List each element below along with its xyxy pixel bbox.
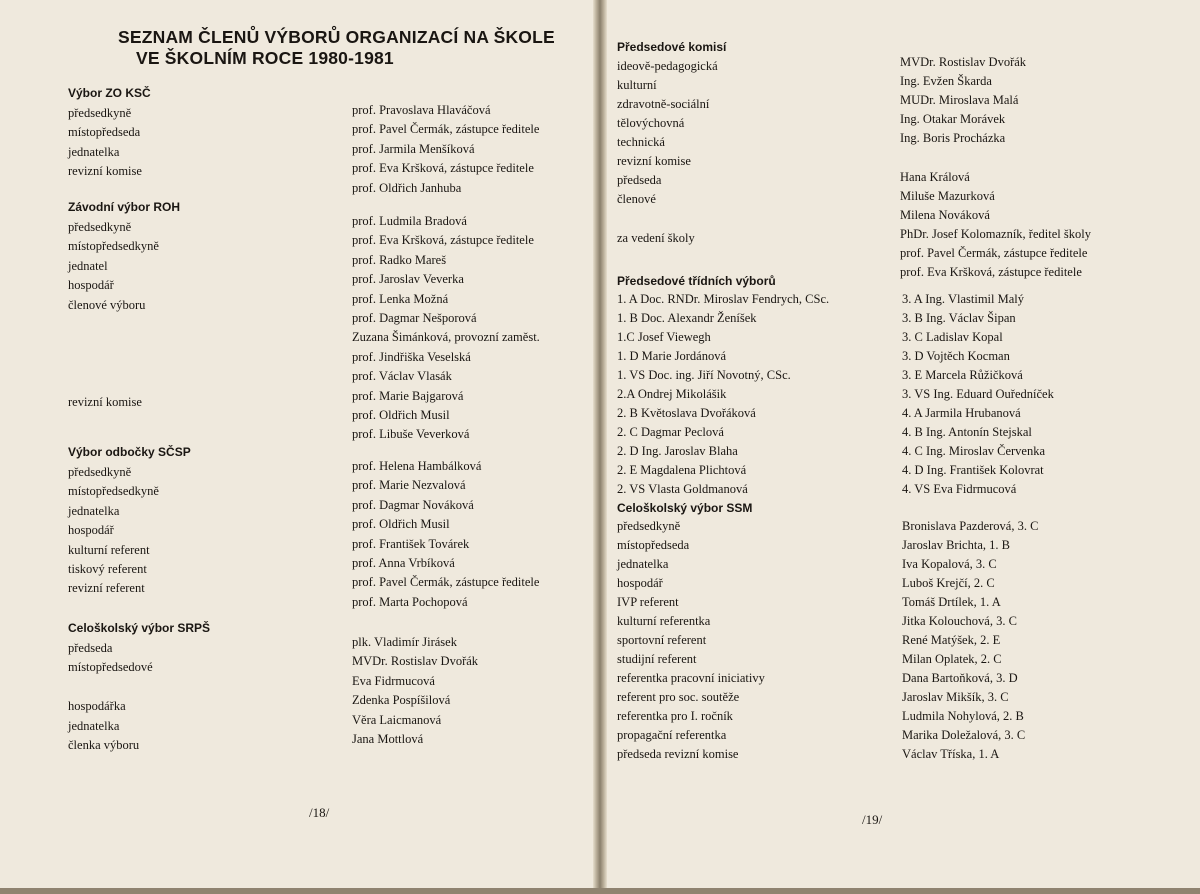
member-name: Jitka Kolouchová, 3. C bbox=[902, 614, 1017, 628]
role-label: místopředseda bbox=[617, 538, 690, 552]
role-label: místopředsedkyně bbox=[68, 239, 159, 254]
class-chair: 4. B Ing. Antonín Stejskal bbox=[902, 425, 1032, 439]
class-chair: 3. C Ladislav Kopal bbox=[902, 330, 1003, 344]
role-label: členové výboru bbox=[68, 297, 146, 312]
member-name: Ing. Boris Procházka bbox=[900, 131, 1006, 145]
role-label: členka výboru bbox=[68, 738, 140, 752]
member-name: Jaroslav Mikšík, 3. C bbox=[902, 690, 1009, 704]
member-name: MUDr. Miroslava Malá bbox=[900, 93, 1019, 107]
class-chair: 4. C Ing. Miroslav Červenka bbox=[902, 444, 1046, 458]
member-name: prof. Anna Vrbíková bbox=[352, 556, 455, 570]
member-name: prof. Helena Hambálková bbox=[352, 459, 482, 473]
member-name: prof. Eva Kršková, zástupce ředitele bbox=[352, 233, 534, 248]
member-name: prof. Jaroslav Veverka bbox=[352, 272, 464, 287]
role-label: revizní komise bbox=[68, 164, 142, 179]
class-chair: 2. C Dagmar Peclová bbox=[617, 425, 724, 439]
role-label: za vedení školy bbox=[617, 231, 695, 245]
section-heading: Výbor ZO KSČ bbox=[68, 86, 151, 100]
role-label: IVP referent bbox=[617, 595, 679, 609]
class-chair: 1. A Doc. RNDr. Miroslav Fendrych, CSc. bbox=[617, 292, 830, 306]
member-name: Hana Králová bbox=[900, 170, 970, 184]
member-name: prof. Ludmila Bradová bbox=[352, 214, 467, 228]
member-name: Tomáš Drtílek, 1. A bbox=[902, 595, 1001, 609]
title-line-1: SEZNAM ČLENŮ VÝBORŮ ORGANIZACÍ NA ŠKOLE bbox=[118, 27, 555, 47]
section-heading: Celoškolský výbor SSM bbox=[617, 501, 753, 515]
role-label: místopředsedkyně bbox=[68, 484, 159, 499]
role-label: sportovní referent bbox=[617, 633, 707, 647]
role-label: kulturní referentka bbox=[617, 614, 711, 628]
member-name: Ing. Evžen Škarda bbox=[900, 74, 992, 88]
member-name: prof. Eva Kršková, zástupce ředitele bbox=[352, 161, 534, 176]
role-label: tělovýchovná bbox=[617, 116, 685, 130]
member-name: prof. Libuše Veverková bbox=[352, 427, 470, 442]
role-label: propagační referentka bbox=[617, 728, 727, 742]
role-label: hospodářka bbox=[68, 699, 126, 714]
class-chair: 2. E Magdalena Plichtová bbox=[617, 463, 747, 477]
section-heading: Závodní výbor ROH bbox=[68, 200, 181, 214]
role-label: tiskový referent bbox=[68, 562, 147, 576]
class-chair: 1.C Josef Viewegh bbox=[617, 330, 711, 344]
role-label: ideově-pedagogická bbox=[617, 59, 718, 73]
member-name: MVDr. Rostislav Dvořák bbox=[352, 654, 479, 669]
class-chair: 3. B Ing. Václav Šipan bbox=[902, 311, 1016, 325]
class-chair: 1. D Marie Jordánová bbox=[617, 349, 726, 363]
role-label: předsedkyně bbox=[68, 220, 132, 234]
member-name: Eva Fidrmucová bbox=[352, 673, 435, 688]
class-chair: 3. E Marcela Růžičková bbox=[902, 368, 1023, 382]
member-name: prof. Marie Nezvalová bbox=[352, 478, 466, 493]
role-label: předsedkyně bbox=[68, 465, 132, 479]
role-label: studijní referent bbox=[617, 652, 697, 666]
member-name: prof. Pavel Čermák, zástupce ředitele bbox=[352, 122, 540, 137]
role-label: kulturní referent bbox=[68, 542, 150, 557]
role-label: referentka pro I. ročník bbox=[617, 709, 733, 723]
role-label: referentka pracovní iniciativy bbox=[617, 671, 765, 685]
book-gutter bbox=[593, 0, 607, 894]
member-name: prof. Marie Bajgarová bbox=[352, 388, 464, 403]
role-label: technická bbox=[617, 135, 665, 149]
role-label: zdravotně-sociální bbox=[617, 97, 710, 111]
member-name: Věra Laicmanová bbox=[352, 712, 442, 727]
member-name: prof. Dagmar Nešporová bbox=[352, 311, 477, 325]
role-label: předseda revizní komise bbox=[617, 747, 739, 761]
role-label: členové bbox=[617, 192, 656, 206]
role-label: jednatel bbox=[68, 258, 108, 273]
member-name: prof. Václav Vlasák bbox=[352, 369, 452, 384]
member-name: prof. František Továrek bbox=[352, 536, 470, 551]
page-title bbox=[118, 27, 555, 69]
member-name: Jana Mottlová bbox=[352, 732, 424, 746]
member-name: prof. Jarmila Menšíková bbox=[352, 141, 475, 156]
member-name: Jaroslav Brichta, 1. B bbox=[902, 538, 1010, 552]
role-label: jednatelka bbox=[617, 557, 669, 571]
class-chair: 3. VS Ing. Eduard Ouředníček bbox=[902, 387, 1054, 401]
member-name: PhDr. Josef Kolomazník, ředitel školy bbox=[900, 227, 1091, 241]
role-label: hospodář bbox=[617, 576, 663, 590]
member-name: Václav Tříska, 1. A bbox=[902, 747, 1000, 761]
role-label: předsedkyně bbox=[617, 519, 681, 533]
member-name: prof. Dagmar Nováková bbox=[352, 497, 474, 512]
class-chair: 1. VS Doc. ing. Jiří Novotný, CSc. bbox=[617, 368, 791, 382]
role-label: hospodář bbox=[68, 278, 114, 293]
class-chair: 2. B Květoslava Dvořáková bbox=[617, 406, 756, 420]
member-name: prof. Marta Pochopová bbox=[352, 594, 468, 609]
member-name: René Matýšek, 2. E bbox=[902, 633, 1001, 647]
member-name: prof. Lenka Možná bbox=[352, 291, 449, 306]
page-bottom-edge bbox=[0, 888, 1200, 894]
member-name: Milan Oplatek, 2. C bbox=[902, 652, 1002, 666]
section-heading: Předsedové třídních výborů bbox=[617, 274, 776, 288]
class-chair: 3. D Vojtěch Kocman bbox=[902, 349, 1010, 363]
member-name: Ludmila Nohylová, 2. B bbox=[902, 709, 1024, 723]
role-label: revizní referent bbox=[68, 581, 145, 596]
role-label: revizní komise bbox=[617, 154, 691, 168]
section-heading: Celoškolský výbor SRPŠ bbox=[68, 621, 211, 635]
role-label: revizní komise bbox=[68, 394, 142, 409]
page-number-left: /18/ bbox=[309, 805, 330, 820]
member-name: prof. Jindřiška Veselská bbox=[352, 349, 471, 364]
member-name: MVDr. Rostislav Dvořák bbox=[900, 55, 1027, 69]
member-name: Miluše Mazurková bbox=[900, 189, 995, 203]
class-chair: 4. D Ing. František Kolovrat bbox=[902, 463, 1044, 477]
member-name: prof. Pravoslava Hlaváčová bbox=[352, 103, 491, 117]
member-name: Bronislava Pazderová, 3. C bbox=[902, 519, 1039, 533]
role-label: kulturní bbox=[617, 78, 657, 92]
member-name: Zuzana Šimánková, provozní zaměst. bbox=[352, 330, 540, 345]
member-name: Dana Bartoňková, 3. D bbox=[902, 671, 1018, 685]
member-name: Iva Kopalová, 3. C bbox=[902, 557, 997, 571]
member-name: prof. Oldřich Janhuba bbox=[352, 180, 462, 195]
class-chair: 4. A Jarmila Hrubanová bbox=[902, 406, 1021, 420]
role-label: referent pro soc. soutěže bbox=[617, 690, 740, 704]
member-name: Zdenka Pospíšilová bbox=[352, 693, 451, 708]
title-line-2: VE ŠKOLNÍM ROCE 1980-1981 bbox=[136, 48, 394, 68]
member-name: prof. Pavel Čermák, zástupce ředitele bbox=[900, 246, 1088, 260]
role-label: jednatelka bbox=[68, 718, 120, 733]
member-name: Marika Doležalová, 3. C bbox=[902, 728, 1026, 742]
section-heading: Předsedové komisí bbox=[617, 40, 727, 54]
role-label: předsedkyně bbox=[68, 106, 132, 120]
section-heading: Výbor odbočky SČSP bbox=[68, 445, 191, 459]
class-chair: 4. VS Eva Fidrmucová bbox=[902, 482, 1017, 496]
class-chair: 1. B Doc. Alexandr Ženíšek bbox=[617, 311, 757, 325]
member-name: Luboš Krejčí, 2. C bbox=[902, 576, 995, 590]
class-chair: 3. A Ing. Vlastimil Malý bbox=[902, 292, 1024, 306]
class-chair: 2. D Ing. Jaroslav Blaha bbox=[617, 444, 738, 458]
role-label: jednatelka bbox=[68, 144, 120, 159]
member-name: prof. Oldřich Musil bbox=[352, 408, 450, 422]
member-name: plk. Vladimír Jirásek bbox=[352, 635, 457, 649]
member-name: Ing. Otakar Morávek bbox=[900, 112, 1006, 126]
member-name: prof. Pavel Čermák, zástupce ředitele bbox=[352, 575, 540, 590]
role-label: hospodář bbox=[68, 523, 114, 538]
member-name: prof. Eva Kršková, zástupce ředitele bbox=[900, 265, 1082, 279]
role-label: předseda bbox=[617, 173, 662, 187]
role-label: jednatelka bbox=[68, 503, 120, 518]
role-label: místopředseda bbox=[68, 125, 141, 140]
page-number-right: /19/ bbox=[862, 812, 883, 827]
class-chair: 2.A Ondrej Mikolášik bbox=[617, 387, 727, 401]
class-chair: 2. VS Vlasta Goldmanová bbox=[617, 482, 748, 496]
member-name: Milena Nováková bbox=[900, 208, 990, 222]
role-label: místopředsedové bbox=[68, 660, 153, 675]
member-name: prof. Radko Mareš bbox=[352, 252, 447, 267]
member-name: prof. Oldřich Musil bbox=[352, 517, 450, 532]
role-label: předseda bbox=[68, 641, 113, 655]
